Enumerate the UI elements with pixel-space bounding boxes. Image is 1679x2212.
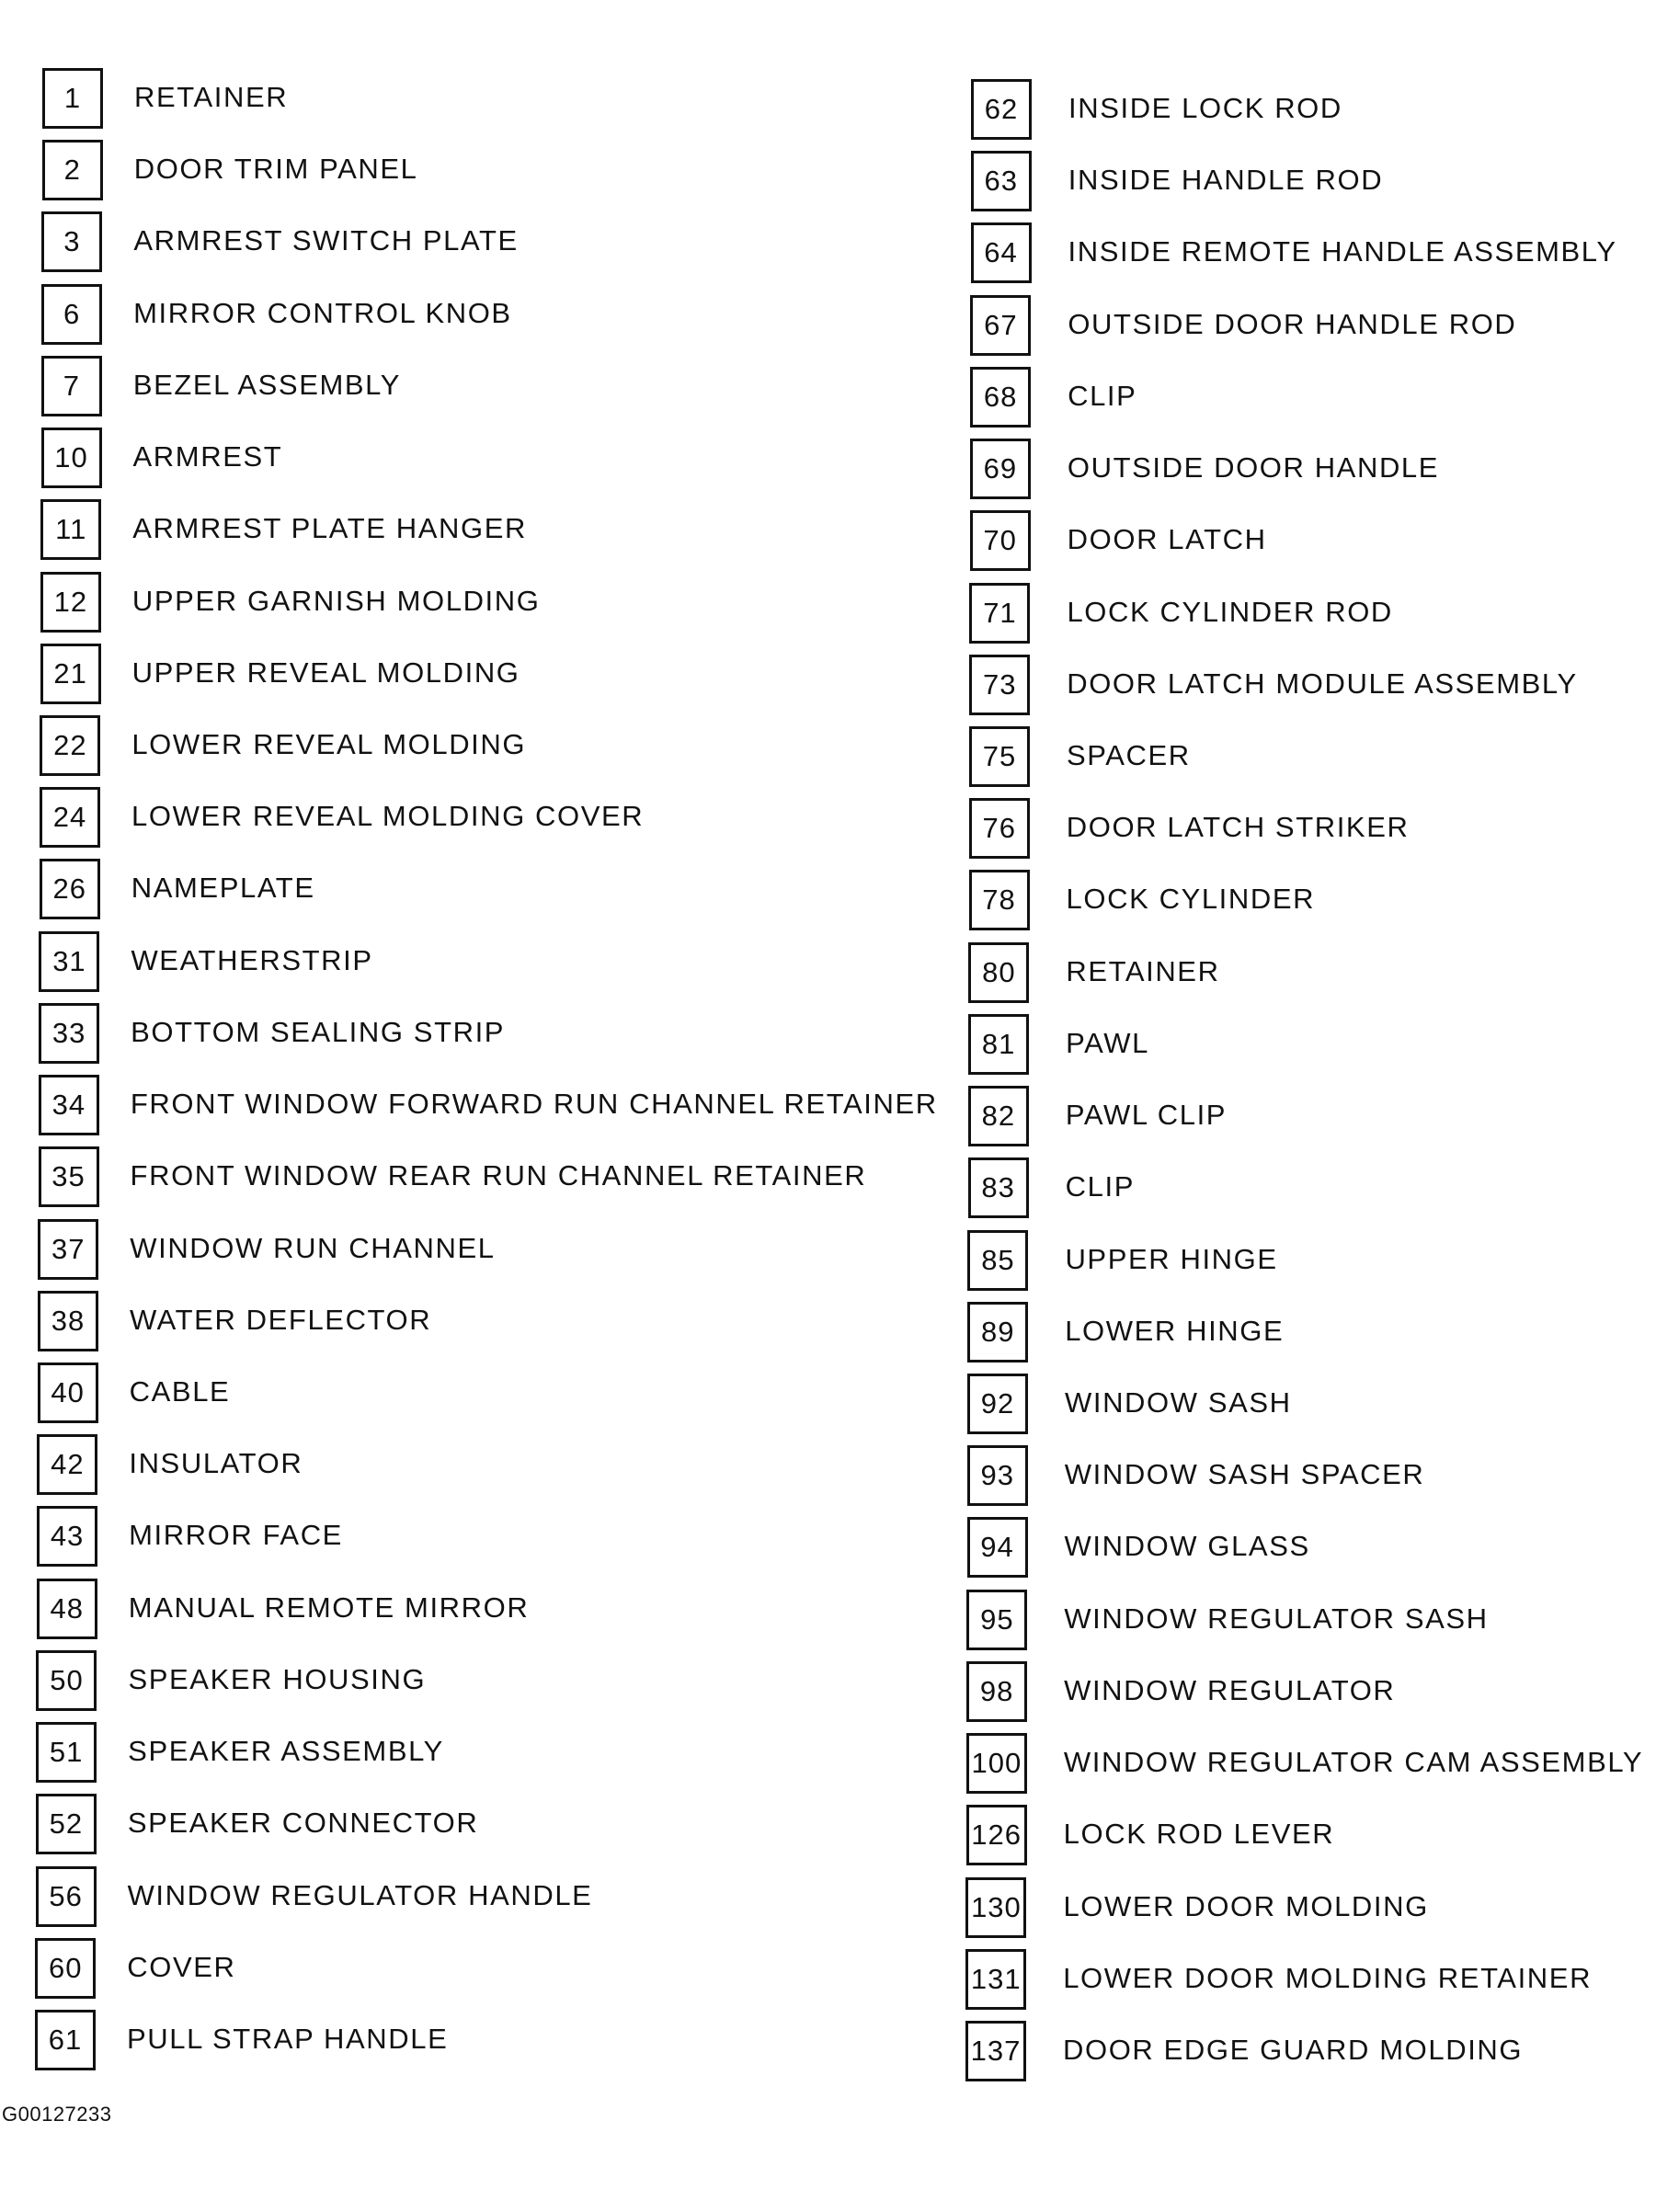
legend-item — [0, 1291, 956, 1355]
legend-item — [0, 1650, 956, 1715]
part-number-box: 80 — [968, 942, 1029, 1003]
part-name: LOCK CYLINDER — [1066, 883, 1316, 916]
part-number-box: 76 — [969, 798, 1030, 859]
part-name: INSIDE REMOTE HANDLE ASSEMBLY — [1068, 235, 1617, 268]
part-number-box: 100 — [966, 1733, 1027, 1794]
legend-item — [956, 942, 1679, 1007]
part-name: OUTSIDE DOOR HANDLE — [1067, 451, 1440, 485]
legend-item — [0, 1579, 956, 1643]
legend-item — [0, 1003, 956, 1067]
legend-item — [956, 1517, 1679, 1581]
legend-item — [956, 367, 1679, 431]
part-name: LOCK CYLINDER ROD — [1067, 595, 1393, 628]
legend-item — [956, 1949, 1679, 2013]
part-number-box: 70 — [970, 510, 1031, 571]
legend-item — [956, 295, 1679, 359]
part-number-box: 83 — [968, 1157, 1029, 1218]
legend-item — [956, 1733, 1679, 1797]
part-number-box: 22 — [40, 715, 100, 776]
legend-item — [956, 2021, 1679, 2085]
legend-item — [956, 222, 1679, 287]
part-number-box: 33 — [39, 1003, 99, 1064]
part-number-box: 10 — [41, 428, 102, 488]
part-name: DOOR TRIM PANEL — [133, 153, 418, 186]
part-number-box: 21 — [40, 644, 101, 704]
part-number-box: 40 — [38, 1363, 98, 1423]
legend-item — [956, 439, 1679, 503]
part-name: OUTSIDE DOOR HANDLE ROD — [1068, 307, 1517, 340]
part-number-box: 82 — [968, 1086, 1029, 1146]
legend-item — [956, 726, 1679, 791]
legend-item — [956, 1445, 1679, 1510]
legend-item — [0, 1794, 956, 1858]
legend-item — [956, 798, 1679, 862]
part-number-box: 3 — [41, 211, 102, 272]
legend-item — [956, 583, 1679, 647]
legend-item — [0, 1506, 956, 1570]
part-number-box: 126 — [966, 1805, 1027, 1865]
part-name: PAWL — [1066, 1026, 1149, 1059]
legend-item — [0, 499, 956, 564]
legend-item — [0, 2010, 956, 2074]
part-name: LOWER REVEAL MOLDING COVER — [131, 800, 645, 833]
legend-item — [0, 787, 956, 851]
part-number-box: 7 — [41, 356, 102, 416]
part-number-box: 51 — [36, 1722, 97, 1783]
part-number-box: 68 — [970, 367, 1031, 428]
part-number-box: 64 — [971, 222, 1032, 283]
legend-item — [0, 1363, 956, 1427]
legend-item — [956, 1374, 1679, 1438]
legend-item — [956, 1302, 1679, 1366]
part-number-box: 63 — [971, 151, 1032, 211]
part-name: MIRROR CONTROL KNOB — [133, 296, 512, 329]
legend-item — [956, 1590, 1679, 1654]
part-number-box: 75 — [969, 726, 1030, 787]
part-name: MANUAL REMOTE MIRROR — [128, 1591, 530, 1624]
part-name: UPPER REVEAL MOLDING — [131, 656, 520, 689]
legend-item — [956, 79, 1679, 143]
part-name: WINDOW REGULATOR — [1064, 1673, 1396, 1706]
part-name: SPACER — [1067, 739, 1191, 771]
part-name: FRONT WINDOW FORWARD RUN CHANNEL RETAINER — [130, 1088, 938, 1121]
part-number-box: 26 — [40, 859, 100, 919]
part-name: LOWER DOOR MOLDING RETAINER — [1063, 1961, 1593, 1994]
legend-item — [956, 1230, 1679, 1294]
part-name: PULL STRAP HANDLE — [127, 2023, 449, 2055]
part-name: BEZEL ASSEMBLY — [132, 368, 401, 401]
part-number-box: 56 — [36, 1866, 97, 1927]
legend-item — [956, 1157, 1679, 1222]
part-number-box: 71 — [969, 583, 1030, 644]
part-number-box: 43 — [37, 1506, 97, 1567]
legend-item — [956, 870, 1679, 934]
part-number-box: 130 — [965, 1877, 1026, 1938]
legend-item — [0, 68, 956, 132]
legend-item — [0, 859, 956, 923]
legend-item — [0, 1219, 956, 1283]
part-number-box: 98 — [966, 1661, 1027, 1722]
part-name: WINDOW SASH — [1065, 1386, 1292, 1419]
part-name: MIRROR FACE — [129, 1519, 343, 1552]
part-number-box: 93 — [967, 1445, 1028, 1506]
part-name: WINDOW REGULATOR HANDLE — [127, 1878, 593, 1911]
part-name: BOTTOM SEALING STRIP — [131, 1015, 506, 1048]
part-number-box: 67 — [970, 295, 1031, 356]
part-name: LOCK ROD LEVER — [1063, 1818, 1335, 1851]
legend-item — [0, 356, 956, 420]
legend-item — [956, 1877, 1679, 1942]
part-number-box: 61 — [35, 2010, 96, 2070]
part-number-box: 11 — [40, 499, 101, 560]
part-number-box: 92 — [967, 1374, 1028, 1434]
part-number-box: 48 — [37, 1579, 97, 1639]
part-name: COVER — [127, 1950, 236, 1983]
part-number-box: 37 — [38, 1219, 98, 1280]
legend-item — [0, 1075, 956, 1139]
legend-item — [956, 1086, 1679, 1150]
part-number-box: 73 — [969, 655, 1030, 715]
part-name: ARMREST — [132, 440, 283, 473]
part-name: INSIDE LOCK ROD — [1068, 92, 1342, 124]
part-name: LOWER REVEAL MOLDING — [131, 728, 527, 760]
part-name: PAWL CLIP — [1065, 1099, 1228, 1132]
part-number-box: 2 — [42, 140, 103, 200]
legend-item — [0, 1722, 956, 1786]
legend-item — [956, 510, 1679, 575]
legend-item — [0, 140, 956, 204]
part-name: DOOR LATCH — [1067, 523, 1267, 556]
legend-item — [0, 1866, 956, 1931]
part-name: SPEAKER HOUSING — [128, 1662, 427, 1695]
part-number-box: 34 — [39, 1075, 99, 1135]
part-name: RETAINER — [1066, 954, 1220, 987]
legend-item — [0, 931, 956, 996]
part-number-box: 24 — [40, 787, 100, 848]
legend-item — [0, 715, 956, 780]
part-name: DOOR LATCH STRIKER — [1066, 811, 1410, 844]
legend-item — [956, 1661, 1679, 1726]
part-name: WATER DEFLECTOR — [129, 1303, 432, 1336]
part-number-box: 85 — [967, 1230, 1028, 1291]
legend-item — [0, 644, 956, 708]
part-name: INSIDE HANDLE ROD — [1068, 164, 1384, 197]
part-number-box: 78 — [969, 870, 1030, 930]
part-name: WINDOW REGULATOR CAM ASSEMBLY — [1063, 1746, 1644, 1779]
part-name: DOOR EDGE GUARD MOLDING — [1063, 2034, 1524, 2066]
part-number-box: 60 — [35, 1938, 96, 1999]
part-number-box: 81 — [968, 1014, 1029, 1075]
part-number-box: 69 — [970, 439, 1031, 499]
part-number-box: 137 — [965, 2021, 1026, 2081]
legend-item — [956, 151, 1679, 215]
part-name: UPPER GARNISH MOLDING — [131, 584, 541, 617]
legend-item — [0, 1434, 956, 1499]
legend-item — [956, 1014, 1679, 1078]
part-number-box: 12 — [40, 572, 101, 633]
part-name: WINDOW REGULATOR SASH — [1064, 1602, 1489, 1635]
part-number-box: 50 — [36, 1650, 97, 1711]
part-name: WINDOW RUN CHANNEL — [130, 1231, 496, 1264]
part-name: WINDOW GLASS — [1064, 1530, 1310, 1563]
part-number-box: 31 — [39, 931, 99, 992]
part-name: DOOR LATCH MODULE ASSEMBLY — [1067, 667, 1578, 700]
part-number-box: 52 — [36, 1794, 97, 1854]
part-number-box: 1 — [42, 68, 103, 129]
legend-item — [0, 284, 956, 348]
figure-code: G00127233 — [2, 2103, 112, 2126]
part-name: CLIP — [1065, 1170, 1135, 1203]
part-name: LOWER HINGE — [1065, 1314, 1285, 1347]
part-name: CLIP — [1068, 379, 1137, 412]
part-name: RETAINER — [134, 81, 289, 113]
part-number-box: 95 — [966, 1590, 1027, 1650]
part-name: SPEAKER CONNECTOR — [127, 1807, 479, 1840]
legend-item — [956, 655, 1679, 719]
part-name: NAMEPLATE — [131, 872, 315, 905]
part-name: FRONT WINDOW REAR RUN CHANNEL RETAINER — [130, 1159, 867, 1192]
part-name: WEATHERSTRIP — [131, 943, 373, 976]
part-name: UPPER HINGE — [1065, 1242, 1278, 1275]
legend-item — [956, 1805, 1679, 1869]
part-number-box: 62 — [971, 79, 1032, 140]
part-number-box: 94 — [967, 1517, 1028, 1578]
part-name: LOWER DOOR MOLDING — [1063, 1889, 1429, 1922]
legend-item — [0, 1938, 956, 2002]
part-name: CABLE — [129, 1375, 231, 1408]
part-number-box: 89 — [967, 1302, 1028, 1363]
part-name: SPEAKER ASSEMBLY — [128, 1735, 444, 1768]
legend-item — [0, 1146, 956, 1211]
part-number-box: 38 — [38, 1291, 98, 1351]
legend-item — [0, 428, 956, 492]
part-name: ARMREST PLATE HANGER — [132, 512, 527, 545]
part-name: ARMREST SWITCH PLATE — [133, 224, 519, 257]
part-number-box: 42 — [37, 1434, 97, 1495]
part-number-box: 131 — [965, 1949, 1026, 2010]
part-name: INSULATOR — [129, 1447, 303, 1480]
legend-item — [0, 572, 956, 636]
part-number-box: 6 — [41, 284, 102, 345]
part-number-box: 35 — [39, 1146, 99, 1207]
legend-item — [0, 211, 956, 276]
part-name: WINDOW SASH SPACER — [1064, 1458, 1425, 1491]
